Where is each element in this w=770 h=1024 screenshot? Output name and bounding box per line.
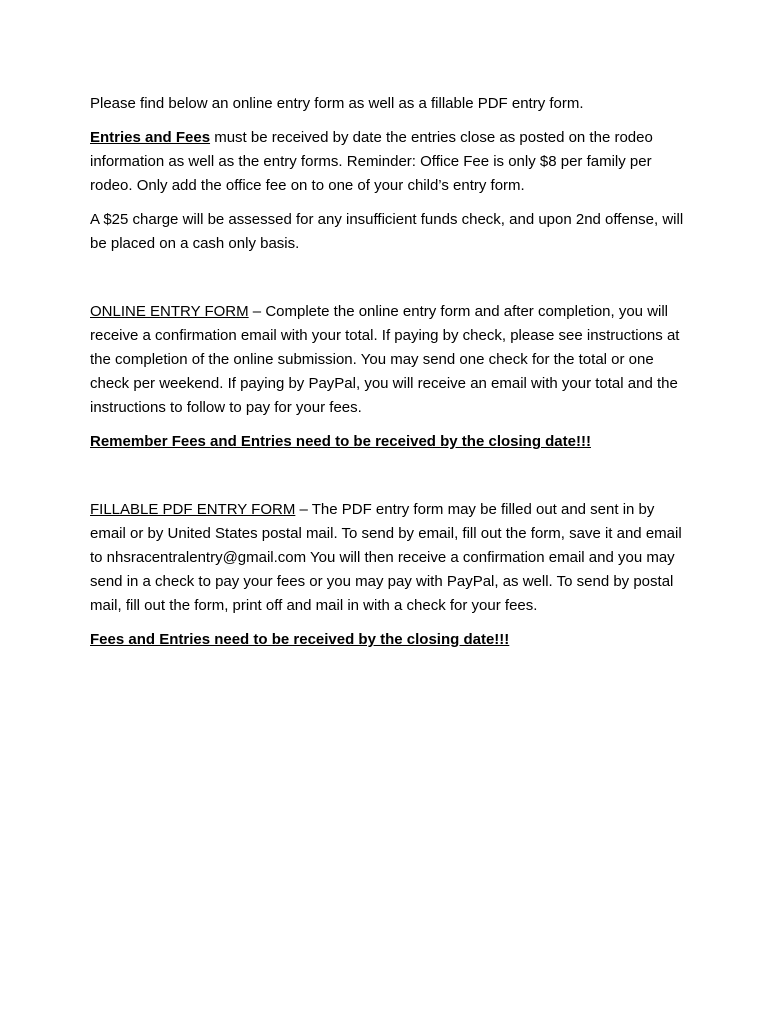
online-form-paragraph bbox=[90, 300, 688, 420]
pdf-form-paragraph bbox=[90, 498, 688, 618]
online-form-text: – Complete the online entry form and after completion, you will receive a confirmation email with your total. If paying by check, please see instructions at the completion of the online submission. You may send one check for the total or one check per weekend. If paying by PayPal, you will receive an email with your total and the instructions to follow to pay for your fees. bbox=[90, 303, 680, 416]
intro-paragraph: Please find below an online entry form as well as a fillable PDF entry form. bbox=[90, 95, 584, 112]
entries-fees-heading: Entries and Fees bbox=[90, 129, 211, 146]
nsf-notice-paragraph: A $25 charge will be assessed for any insufficient funds check, and upon 2nd offense, will be placed on a cash only basis. bbox=[90, 211, 684, 252]
pdf-form-text: – The PDF entry form may be filled out and sent in by email or by United States postal mail. To send by email, fill out the form, save it and email to nhsracentralentry@gmail.com You will then receive a confirmation email and you may send in a check to pay your fees or you may pay with PayPal, as well. To send by postal mail, fill out the form, print off and mail in with a check for your fees. bbox=[90, 501, 682, 614]
document-page bbox=[90, 92, 688, 662]
entries-fees-paragraph bbox=[90, 126, 688, 198]
online-form-reminder: Remember Fees and Entries need to be received by the closing date!!! bbox=[90, 433, 591, 450]
online-form-heading: ONLINE ENTRY FORM bbox=[90, 303, 249, 320]
pdf-form-reminder: Fees and Entries need to be received by the closing date!!! bbox=[90, 631, 510, 648]
section-spacer bbox=[90, 464, 688, 498]
entries-fees-text: must be received by date the entries close as posted on the rodeo information as well as the entry forms. Reminder: Office Fee is only $8 per family per rodeo. Only add the office fee on to one of your child’s entry form. bbox=[90, 129, 653, 194]
section-spacer bbox=[90, 266, 688, 300]
pdf-form-heading: FILLABLE PDF ENTRY FORM bbox=[90, 501, 296, 518]
